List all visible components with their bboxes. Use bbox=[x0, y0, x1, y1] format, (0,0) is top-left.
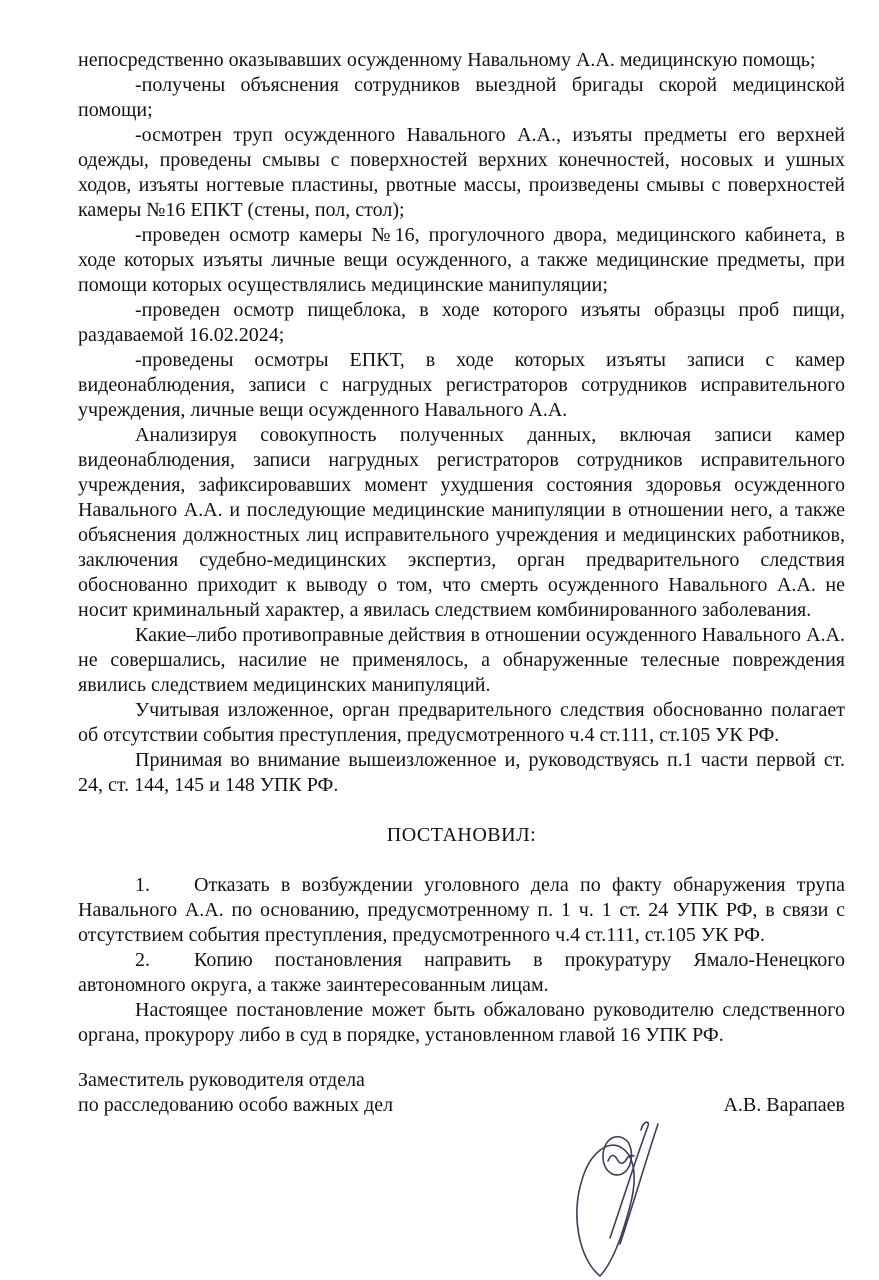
paragraph: -получены объяснения сотрудников выездной бригады скорой медицинской помощи; bbox=[78, 74, 845, 121]
signature-block bbox=[78, 1068, 845, 1118]
paragraph: -осмотрен труп осужденного Навального А.А., изъяты предметы его верхней одежды, проведены смывы с поверхностей верхних конечностей, носовых и ушных ходов, изъяты ногтевые пластины, рвотные массы, произведены смывы с поверхностей камеры №16 ЕПКТ (стены, пол, стол); bbox=[78, 124, 845, 221]
paragraph: Учитывая изложенное, орган предварительного следствия обоснованно полагает об отсутствии события преступления, предусмотренного ч.4 ст.111, ст.105 УК РФ. bbox=[78, 699, 845, 746]
signer-position bbox=[78, 1068, 393, 1118]
document-content bbox=[78, 48, 845, 1118]
resolution-number: 2. bbox=[135, 949, 150, 971]
signer-position-line1: Заместитель руководителя отдела bbox=[78, 1069, 365, 1091]
handwritten-signature-icon bbox=[570, 1118, 675, 1278]
resolution-item bbox=[78, 873, 845, 948]
paragraph: -проведен осмотр пищеблока, в ходе которого изъяты образцы проб пищи, раздаваемой 16.02.2024; bbox=[78, 299, 845, 346]
signer-position-line2: по расследованию особо важных дел bbox=[78, 1094, 394, 1116]
paragraph: непосредственно оказывавших осужденному Навальному А.А. медицинскую помощь; bbox=[78, 49, 816, 71]
paragraph: -проведен осмотр камеры №16, прогулочного двора, медицинского кабинета, в ходе которых изъяты личные вещи осужденного, а также медицинские предметы, при помощи которых осуществлялись медицинские манипуляции; bbox=[78, 224, 845, 296]
resolution-item bbox=[78, 948, 845, 998]
closing-paragraph: Настоящее постановление может быть обжаловано руководителю следственного органа, прокурору либо в суд в порядке, установленном главой 16 УПК РФ. bbox=[78, 999, 845, 1046]
paragraph: Анализируя совокупность полученных данных, включая записи камер видеонаблюдения, записи нагрудных регистраторов сотрудников исправительного учреждения, зафиксировавших момент ухудшения состояния здоровья осужденного Навального А.А. и последующие медицинские манипуляции в отношении него, а также объяснения должностных лиц исправительного учреждения и медицинских работников, заключения судебно-медицинских экспертиз, орган предварительного следствия обоснованно приходит к выводу о том, что смерть осужденного Навального А.А. не носит криминальный характер, а явилась следствием комбинированного заболевания. bbox=[78, 424, 845, 621]
signer-name: А.В. Варапаев bbox=[723, 1094, 845, 1116]
resolution-number: 1. bbox=[135, 874, 150, 896]
paragraph: Какие–либо противоправные действия в отношении осужденного Навального А.А. не совершались, насилие не применялось, а обнаруженные телесные повреждения явились следствием медицинских манипуляций. bbox=[78, 624, 845, 696]
resolution-heading: ПОСТАНОВИЛ: bbox=[386, 824, 537, 846]
resolution-text: Копию постановления направить в прокуратуру Ямало-Ненецкого автономного округа, а также заинтересованным лицам. bbox=[78, 949, 845, 996]
resolution-text: Отказать в возбуждении уголовного дела по факту обнаружения трупа Навального А.А. по основанию, предусмотренному п. 1 ч. 1 ст. 24 УПК РФ, в связи с отсутствием события преступления, предусмотренного ч.4 ст.111, ст.105 УК РФ. bbox=[78, 874, 845, 946]
paragraph: -проведены осмотры ЕПКТ, в ходе которых изъяты записи с камер видеонаблюдения, записи с нагрудных регистраторов сотрудников исправительного учреждения, личные вещи осужденного Навального А.А. bbox=[78, 349, 845, 421]
paragraph: Принимая во внимание вышеизложенное и, руководствуясь п.1 части первой ст. 24, ст. 144, 145 и 148 УПК РФ. bbox=[78, 749, 845, 796]
